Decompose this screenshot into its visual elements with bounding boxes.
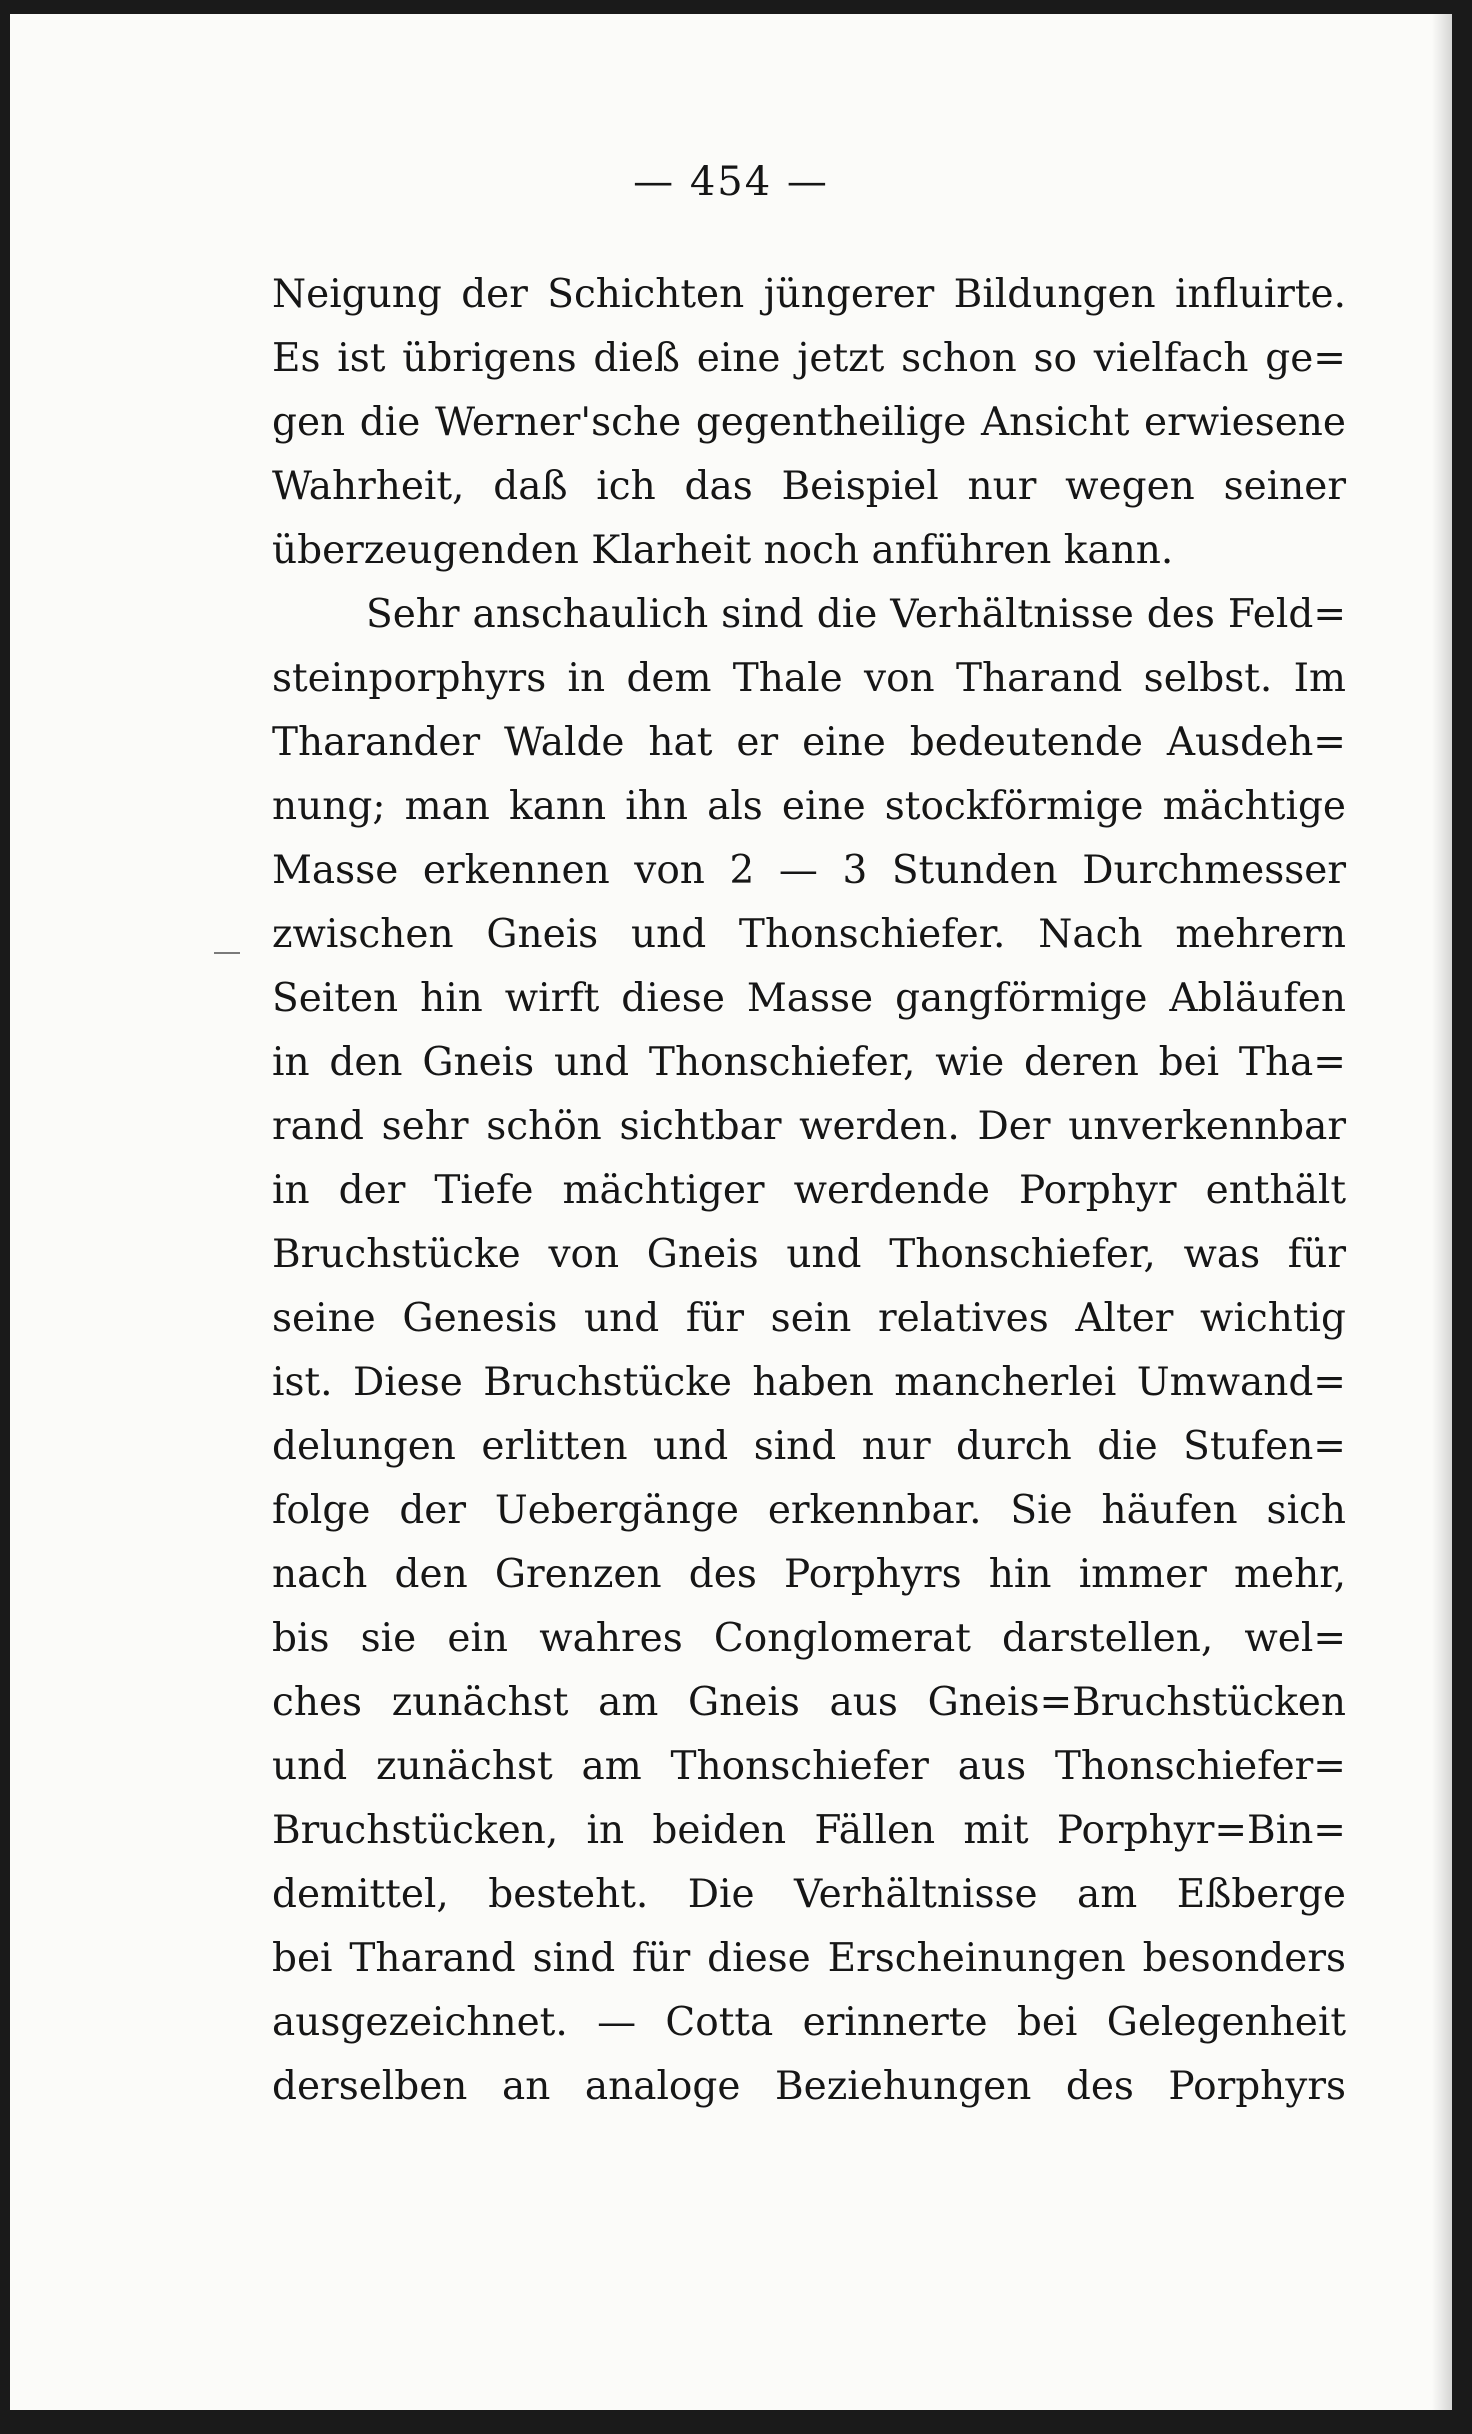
- text-line: und zunächst am Thonschiefer aus Thonschiefer=: [272, 1744, 1346, 1789]
- text-line: zwischen Gneis und Thonschiefer. Nach mehrern: [272, 912, 1346, 957]
- margin-mark: [214, 952, 240, 954]
- text-line: nung; man kann ihn als eine stockförmige mächtige: [272, 784, 1346, 829]
- text-line: Wahrheit, daß ich das Beispiel nur wegen seiner: [272, 464, 1346, 509]
- text-line: ist. Diese Bruchstücke haben mancherlei Umwand=: [272, 1360, 1346, 1405]
- text-line: bei Tharand sind für diese Erscheinungen besonders: [272, 1936, 1346, 1981]
- text-line: delungen erlitten und sind nur durch die Stufen=: [272, 1424, 1346, 1469]
- text-line: überzeugenden Klarheit noch anführen kann.: [272, 528, 1174, 573]
- text-line: derselben an analoge Beziehungen des Porphyrs: [272, 2064, 1346, 2109]
- text-line: Neigung der Schichten jüngerer Bildungen influirte.: [272, 272, 1346, 317]
- text-line: Bruchstücke von Gneis und Thonschiefer, was für: [272, 1232, 1346, 1277]
- text-line: Es ist übrigens dieß eine jetzt schon so vielfach ge=: [272, 336, 1346, 381]
- text-line: folge der Uebergänge erkennbar. Sie häufen sich: [272, 1488, 1346, 1533]
- text-line: gen die Werner'sche gegentheilige Ansicht erwiesene: [272, 400, 1346, 445]
- text-line: rand sehr schön sichtbar werden. Der unverkennbar: [272, 1104, 1346, 1149]
- text-line: in der Tiefe mächtiger werdende Porphyr enthält: [272, 1168, 1346, 1213]
- text-line: steinporphyrs in dem Thale von Tharand selbst. Im: [272, 656, 1346, 701]
- page-number-header: — 454 —: [633, 159, 829, 205]
- text-line: Sehr anschaulich sind die Verhältnisse des Feld=: [366, 592, 1346, 637]
- text-line: Seiten hin wirft diese Masse gangförmige Abläufen: [272, 976, 1346, 1021]
- body-text: [272, 263, 1346, 2119]
- text-line: bis sie ein wahres Conglomerat darstellen, wel=: [272, 1616, 1346, 1661]
- text-line: ches zunächst am Gneis aus Gneis=Bruchstücken: [272, 1680, 1346, 1725]
- text-line: Masse erkennen von 2 — 3 Stunden Durchmesser: [272, 848, 1346, 893]
- text-line: Tharander Walde hat er eine bedeutende Ausdeh=: [272, 720, 1346, 765]
- text-line: demittel, besteht. Die Verhältnisse am Eßberge: [272, 1872, 1346, 1917]
- text-line: seine Genesis und für sein relatives Alter wichtig: [272, 1296, 1346, 1341]
- text-line: ausgezeichnet. — Cotta erinnerte bei Gelegenheit: [272, 2000, 1346, 2045]
- text-line: Bruchstücken, in beiden Fällen mit Porphyr=Bin=: [272, 1808, 1346, 1853]
- page-edge-shadow: [1432, 14, 1452, 2410]
- text-line: nach den Grenzen des Porphyrs hin immer mehr,: [272, 1552, 1346, 1597]
- book-page: [10, 14, 1452, 2410]
- text-line: in den Gneis und Thonschiefer, wie deren bei Tha=: [272, 1040, 1346, 1085]
